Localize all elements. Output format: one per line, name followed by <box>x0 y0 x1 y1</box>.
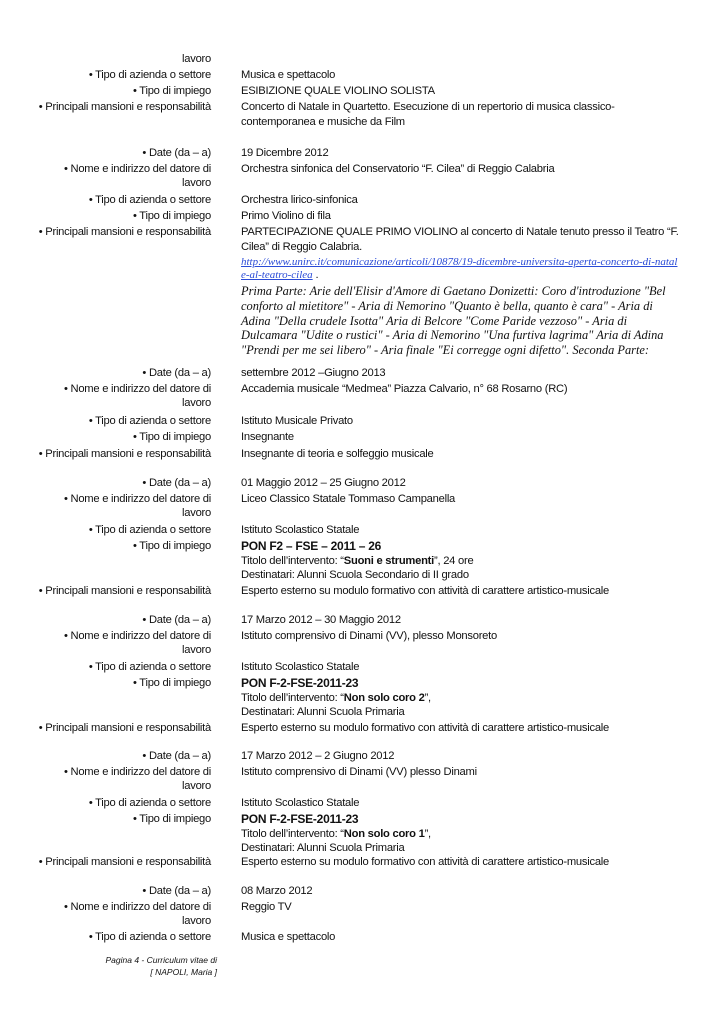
duties-label: • Principali mansioni e responsabilità <box>38 585 211 597</box>
duties-value: Esperto esterno su modulo formativo con attività di carattere artistico-musicale <box>241 585 610 597</box>
employer-label: • Nome e indirizzo del datore di lavoro <box>63 163 211 189</box>
date-value: 17 Marzo 2012 – 30 Maggio 2012 <box>241 614 401 626</box>
employment-value <box>241 539 681 583</box>
sector-label: • Tipo di azienda o settore <box>88 661 211 673</box>
concert-program: Prima Parte: Arie dell'Elisir d'Amore di Gaetano Donizetti: Coro d'introduzione "Bel conforto al mietitore" - Aria di Nemorino "Quanto è bella, quanto è cara" - Aria di Adina "Della crudele Isotta" Aria di Belcore "Come Paride vezzoso" - Aria di Dulcamara "Udite o rustici" - Aria di Nemorino "Una furtiva lagrima" Aria di Adina "Prendi per me sei libero" - Aria finale "Ei corregge ogni difetto". Seconda Parte: <box>241 284 666 358</box>
pon-code: PON F2 – FSE – 2011 – 26 <box>241 539 382 553</box>
page-footer <box>80 955 217 978</box>
duties-label: • Principali mansioni e responsabilità <box>38 101 211 113</box>
employment-value: ESIBIZIONE QUALE VIOLINO SOLISTA <box>241 85 435 97</box>
employer-label: • Nome e indirizzo del datore di lavoro <box>63 766 211 792</box>
title-bold: Non solo coro 2 <box>343 691 425 704</box>
sector-value: Istituto Scolastico Statale <box>241 797 360 809</box>
sector-value: Istituto Scolastico Statale <box>241 661 360 673</box>
intervention-title <box>241 691 681 706</box>
title-bold: Suoni e strumenti <box>343 554 435 567</box>
employment-label: • Tipo di impiego <box>132 85 211 97</box>
duties-value: Concerto di Natale in Quartetto. Esecuzione di un repertorio di musica classico-contemporanea e musiche da Film <box>241 101 615 128</box>
employer-value: Liceo Classico Statale Tommaso Campanella <box>241 493 456 505</box>
recipients: Destinatari: Alunni Scuola Primaria <box>241 842 405 854</box>
employment-value <box>241 812 681 856</box>
employer-value: Istituto comprensivo di Dinami (VV) plesso Dinami <box>241 766 477 778</box>
duties-value: Esperto esterno su modulo formativo con attività di carattere artistico-musicale <box>241 856 610 868</box>
title-prefix: Titolo dell’intervento: “ <box>241 554 344 567</box>
employment-value: Insegnante <box>241 431 294 443</box>
date-label: • Date (da – a) <box>142 885 211 897</box>
duties-label: • Principali mansioni e responsabilità <box>38 856 211 868</box>
sector-value: Orchestra lirico-sinfonica <box>241 194 358 206</box>
employment-label: • Tipo di impiego <box>132 813 211 825</box>
date-value: 19 Dicembre 2012 <box>241 147 329 159</box>
footer-name: [ NAPOLI, Maria ] <box>150 966 217 977</box>
employer-label-continuation: lavoro <box>182 53 211 65</box>
sector-label: • Tipo di azienda o settore <box>88 797 211 809</box>
employment-value <box>241 676 681 720</box>
title-bold: Non solo coro 1 <box>343 827 425 840</box>
duties-value: Esperto esterno su modulo formativo con attività di carattere artistico-musicale <box>241 722 610 734</box>
link-suffix: . <box>312 269 319 281</box>
pon-code: PON F-2-FSE-2011-23 <box>241 676 359 690</box>
title-suffix: ”, <box>424 827 431 840</box>
employer-value: Orchestra sinfonica del Conservatorio “F. Cilea” di Reggio Calabria <box>241 163 555 175</box>
date-value: 17 Marzo 2012 – 2 Giugno 2012 <box>241 750 395 762</box>
sector-value: Istituto Musicale Privato <box>241 415 353 427</box>
employment-label: • Tipo di impiego <box>132 210 211 222</box>
title-suffix: ”, 24 ore <box>434 554 474 567</box>
date-label: • Date (da – a) <box>142 367 211 379</box>
employment-value: Primo Violino di fila <box>241 210 331 222</box>
employer-label: • Nome e indirizzo del datore di lavoro <box>63 493 211 519</box>
date-label: • Date (da – a) <box>142 614 211 626</box>
duties-label: • Principali mansioni e responsabilità <box>38 448 211 460</box>
date-label: • Date (da – a) <box>142 477 211 489</box>
sector-label: • Tipo di azienda o settore <box>88 931 211 943</box>
employer-label: • Nome e indirizzo del datore di lavoro <box>63 383 211 409</box>
employment-label: • Tipo di impiego <box>132 431 211 443</box>
date-value: 08 Marzo 2012 <box>241 885 313 897</box>
date-value: settembre 2012 –Giugno 2013 <box>241 367 386 379</box>
sector-label: • Tipo di azienda o settore <box>88 69 211 81</box>
footer-page-info: Pagina 4 - Curriculum vitae di <box>105 955 217 965</box>
sector-value: Musica e spettacolo <box>241 69 336 81</box>
duties-label: • Principali mansioni e responsabilità <box>38 226 211 238</box>
title-suffix: ”, <box>424 691 431 704</box>
duties-text: PARTECIPAZIONE QUALE PRIMO VIOLINO al concerto di Natale tenuto presso il Teatro “F. Cilea” di Reggio Calabria. <box>241 226 679 253</box>
employer-value: Reggio TV <box>241 901 292 913</box>
recipients: Destinatari: Alunni Scuola Primaria <box>241 706 405 718</box>
duties-value <box>241 225 681 358</box>
duties-value: Insegnante di teoria e solfeggio musicale <box>241 448 434 460</box>
employment-label: • Tipo di impiego <box>132 540 211 552</box>
sector-value: Istituto Scolastico Statale <box>241 524 360 536</box>
title-prefix: Titolo dell’intervento: “ <box>241 827 344 840</box>
date-label: • Date (da – a) <box>142 750 211 762</box>
employer-value: Accademia musicale “Medmea” Piazza Calvario, n° 68 Rosarno (RC) <box>241 383 568 395</box>
intervention-title <box>241 554 681 569</box>
employer-label: • Nome e indirizzo del datore di lavoro <box>63 630 211 656</box>
date-label: • Date (da – a) <box>142 147 211 159</box>
intervention-title <box>241 827 681 842</box>
article-link[interactable]: http://www.unirc.it/comunicazione/articoli/10878/19-dicembre-universita-aperta-concerto-di-natale-al-teatro-cilea <box>241 256 678 281</box>
title-prefix: Titolo dell’intervento: “ <box>241 691 344 704</box>
employer-value: Istituto comprensivo di Dinami (VV), plesso Monsoreto <box>241 630 497 642</box>
employer-label: • Nome e indirizzo del datore di lavoro <box>63 901 211 927</box>
sector-value: Musica e spettacolo <box>241 931 336 943</box>
sector-label: • Tipo di azienda o settore <box>88 415 211 427</box>
pon-code: PON F-2-FSE-2011-23 <box>241 812 359 826</box>
article-link-line <box>241 256 681 282</box>
employment-label: • Tipo di impiego <box>132 677 211 689</box>
recipients: Destinatari: Alunni Scuola Secondario di II grado <box>241 569 469 581</box>
sector-label: • Tipo di azienda o settore <box>88 194 211 206</box>
duties-label: • Principali mansioni e responsabilità <box>38 722 211 734</box>
date-value: 01 Maggio 2012 – 25 Giugno 2012 <box>241 477 406 489</box>
sector-label: • Tipo di azienda o settore <box>88 524 211 536</box>
